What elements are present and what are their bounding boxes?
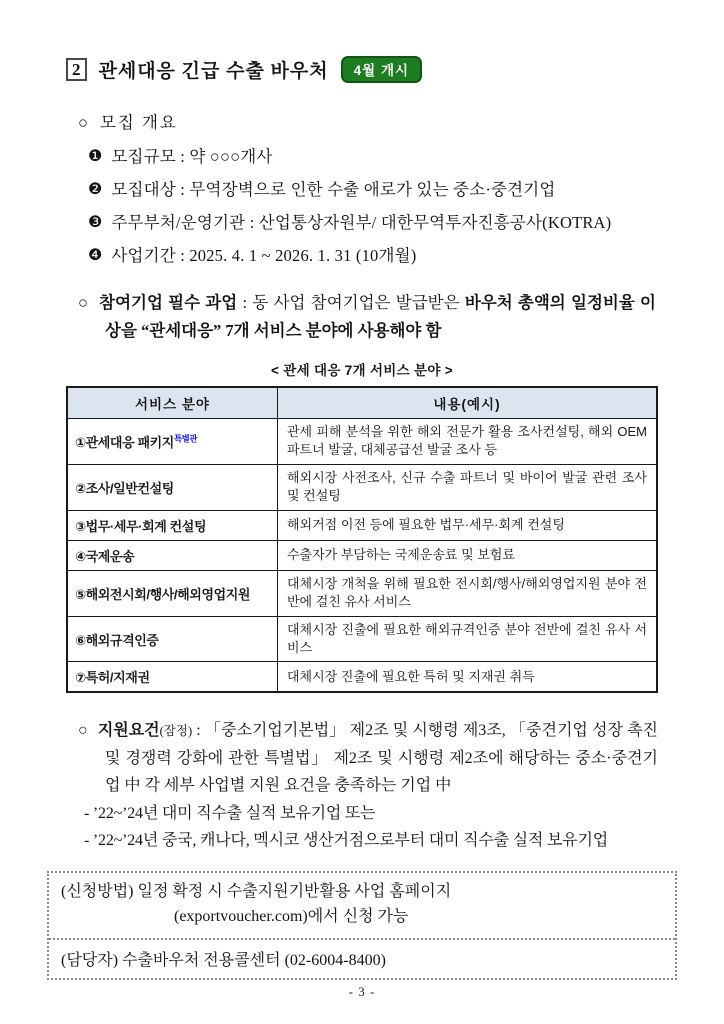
numbered-marker: ❶ [88, 148, 103, 166]
service-field: ⑦특허/지재권 [67, 662, 278, 693]
service-field: ④국제운송 [67, 540, 278, 570]
circle-bullet: ○ [78, 113, 90, 132]
special-hall-superscript: 특별관 [173, 433, 198, 444]
overview-heading-label: 모집 개요 [99, 113, 178, 132]
service-field: ②조사/일반컨설팅 [67, 464, 278, 510]
table-header-row [67, 387, 657, 419]
service-desc: 대체시장 진출에 필요한 특허 및 지재권 취득 [278, 662, 658, 693]
page-title: 관세대응 긴급 수출 바우처 [98, 61, 329, 82]
table-row [67, 570, 657, 616]
status-badge: 4월 개시 [341, 56, 422, 83]
document-header [66, 56, 658, 83]
table-row [67, 540, 657, 570]
page-number: - 3 - [348, 984, 376, 999]
list-item: - ’22~’24년 대미 직수출 실적 보유기업 또는 [84, 805, 376, 822]
service-desc: 대체시장 개척을 위해 필요한 전시회/행사/해외영업지원 분야 전반에 걸친 유사 서비스 [278, 570, 658, 616]
table-row [67, 616, 657, 662]
service-field: ⑥해외규격인증 [67, 616, 278, 662]
required-task-paragraph [66, 289, 658, 343]
column-header-desc: 내용(예시) [278, 387, 658, 419]
section-number-box: 2 [66, 58, 87, 81]
table-row [67, 662, 657, 693]
service-desc: 대체시장 진출에 필요한 해외규격인증 분야 전반에 걸친 유사 서비스 [278, 616, 658, 662]
service-desc: 관세 피해 분석을 위한 해외 전문가 활용 조사컨설팅, 해외 OEM 파트너 발굴, 대체공급선 발굴 조사 등 [278, 418, 658, 464]
service-desc: 해외시장 사전조사, 신규 수출 파트너 및 바이어 발굴 관련 조사 및 컨설팅 [278, 464, 658, 510]
list-item-text: 모집대상 : 무역장벽으로 인한 수출 애로가 있는 중소·중견기업 [111, 180, 556, 200]
service-area-table [66, 386, 658, 694]
application-method-line2: (exportvoucher.com)에서 신청 가능 [174, 908, 409, 926]
column-header-field: 서비스 분야 [67, 387, 278, 419]
circle-bullet: ○ [78, 293, 90, 313]
contact-text: 수출바우처 전용콜센터 (02-6004-8400) [118, 951, 386, 969]
notice-box [47, 871, 677, 980]
task-mid: : 동 사업 참여기업은 발급받은 [237, 293, 465, 313]
service-field: ⑤해외전시회/행사/해외영업지원 [67, 570, 278, 616]
service-desc: 해외거점 이전 등에 필요한 법무·세무·회계 컨설팅 [278, 510, 658, 540]
contact-label: (담당자) [61, 951, 119, 969]
requirements-paragraph [66, 717, 658, 800]
requirements-label: 지원요건 [97, 722, 160, 740]
list-item [88, 145, 658, 170]
list-item [88, 178, 658, 203]
list-item [88, 211, 658, 236]
application-method-label: (신청방법) [61, 883, 134, 901]
task-tail: 바우처 총액의 일정비율 이상을 “관세대응” 7개 서비스 분야에 사용해야 함 [105, 293, 657, 340]
list-item-text: 주무부처/운영기관 : 산업통상자원부/ 대한무역투자진흥공사(KOTRA) [111, 212, 612, 232]
requirements-bullets [66, 800, 658, 854]
task-lead: 참여기업 필수 과업 [99, 293, 238, 313]
table-row [67, 510, 657, 540]
list-item: - ’22~’24년 중국, 캐나다, 멕시코 생산거점으로부터 대미 직수출 실적 보유기업 [84, 832, 609, 850]
list-item-text: 사업기간 : 2025. 4. 1 ~ 2026. 1. 31 (10개월) [111, 245, 417, 265]
application-method-row [49, 873, 675, 940]
service-desc: 수출자가 부담하는 국제운송료 및 보험료 [278, 540, 658, 570]
service-field [67, 418, 278, 464]
table-row [67, 464, 657, 510]
list-item-text: 모집규모 : 약 ○○○개사 [111, 147, 273, 167]
table-caption: < 관세 대응 7개 서비스 분야 > [271, 362, 453, 378]
service-field-text: ①관세대응 패키지 [75, 434, 174, 450]
requirements-label-paren: (잠정) [159, 724, 193, 739]
overview-heading [66, 110, 658, 136]
application-method-line1: 일정 확정 시 수출지원기반활용 사업 홈페이지 [133, 883, 452, 901]
contact-row [49, 940, 675, 978]
circle-bullet: ○ [78, 722, 88, 740]
numbered-marker: ❷ [88, 181, 103, 199]
list-item [88, 244, 658, 269]
service-field: ③법무·세무·회계 컨설팅 [67, 510, 278, 540]
overview-items [66, 145, 658, 268]
numbered-marker: ❸ [88, 213, 103, 231]
numbered-marker: ❹ [88, 246, 103, 264]
requirements-body: : 「중소기업기본법」 제2조 및 시행령 제3조, 「중견기업 성장 촉진 및 경쟁력 강화에 관한 특별법」 제2조 및 시행령 제2조에 해당하는 중소·중견기업 中 각 세부 사업별 지원 요건을 충족하는 기업 中 [105, 722, 658, 795]
table-row [67, 418, 657, 464]
